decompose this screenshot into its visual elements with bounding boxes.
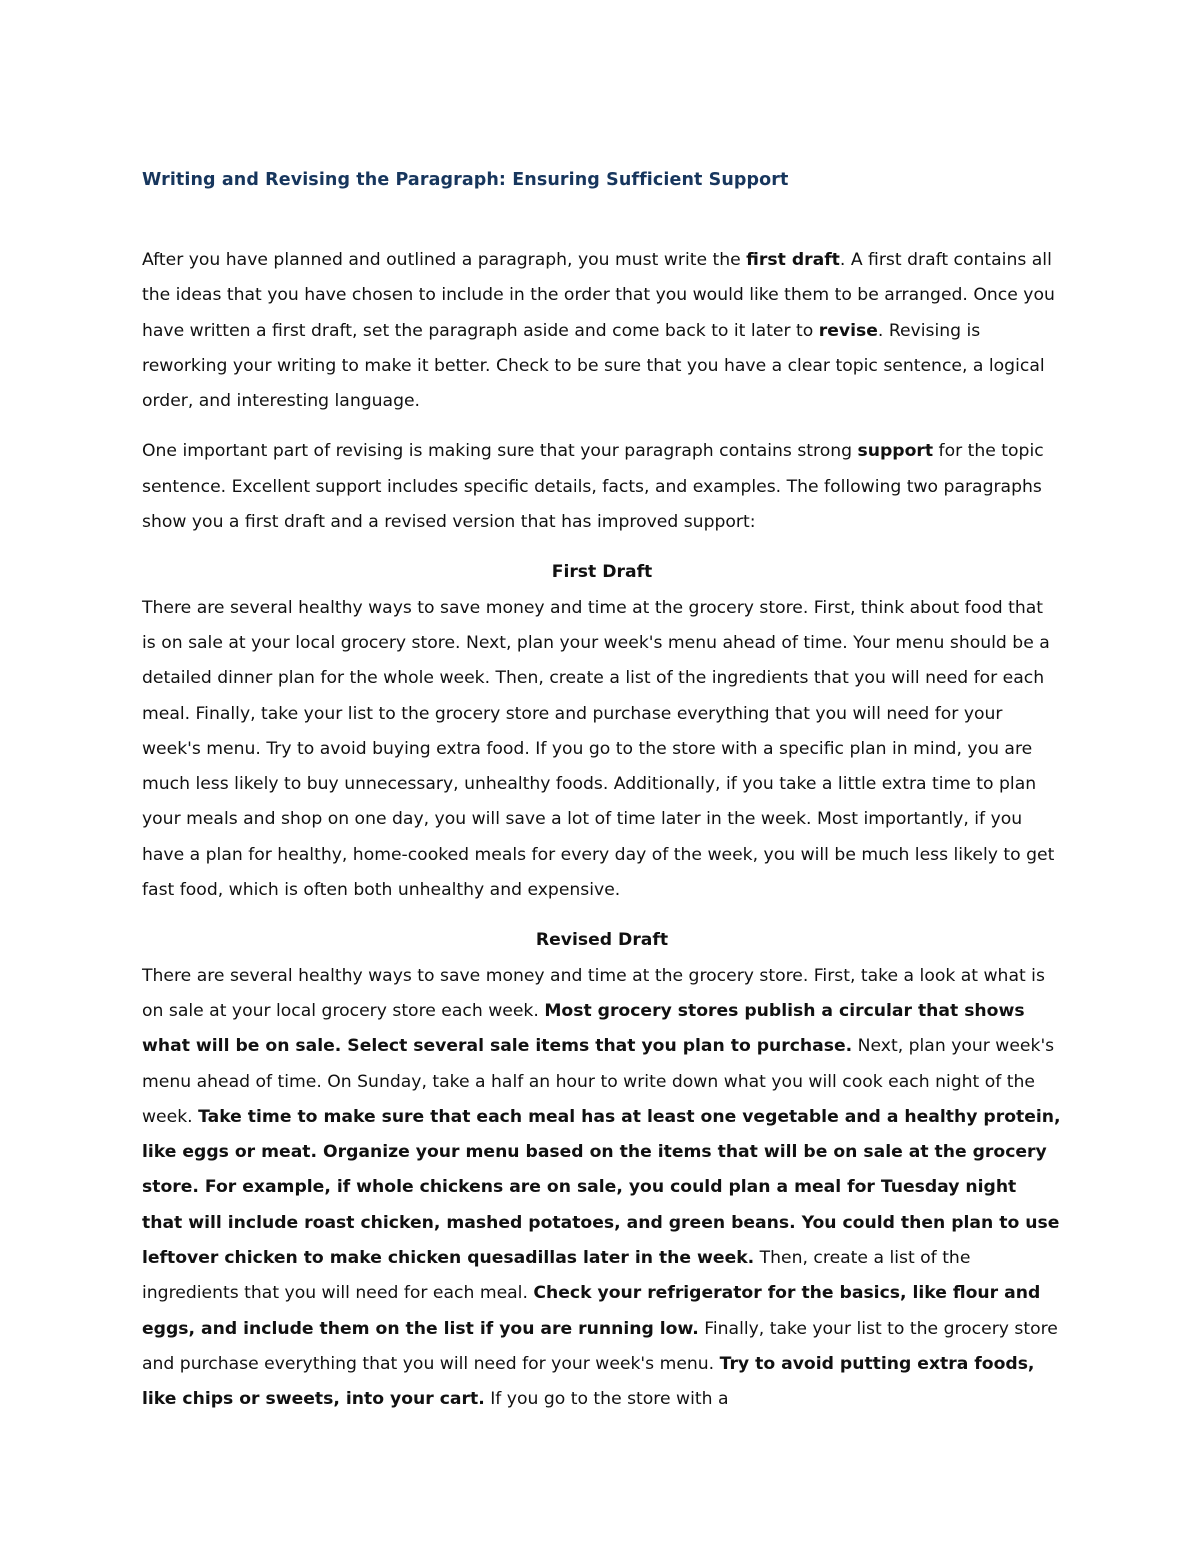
document-title: Writing and Revising the Paragraph: Ensuring Sufficient Support: [142, 170, 789, 190]
revised-added-support-2: Take time to make sure that each meal has at least one vegetable and a healthy protein, like eggs or meat. Organize your menu based on the items that will be on sale at the grocery store. For example, if whole chickens are on sale, you could plan a meal for Tuesday night that will include roast chicken, mashed potatoes, and green beans. You could then plan to use leftover chicken to make chicken quesadillas later in the week.: [142, 1106, 1061, 1269]
intro-2-text-b: for the topic sentence. Excellent support includes specific details, facts, and examples. The following two paragraphs show you a first draft and a revised version that has improved support:: [142, 441, 1044, 533]
intro-1-text-c: . Revising is reworking your writing to make it better. Check to be sure that you have a clear topic sentence, a logical order, and interesting language.: [142, 320, 1045, 412]
intro-2-text-a: One important part of revising is making sure that your paragraph contains strong: [142, 441, 858, 462]
intro-paragraph-2: [142, 434, 1062, 540]
revised-text-c: Then, create a list of the ingredients that you will need for each meal.: [142, 1248, 971, 1304]
revised-text-b: Next, plan your week's menu ahead of time. On Sunday, take a half an hour to write down what you will cook each night of the week.: [142, 1036, 1055, 1127]
revised-draft-heading: Revised Draft: [535, 930, 669, 951]
intro-1-text-b: . A first draft contains all the ideas that you have chosen to include in the order that you would like them to be arranged. Once you have written a first draft, set the paragraph aside and come back to it later to: [142, 250, 1055, 341]
revised-text-e: If you go to the store with a: [484, 1389, 729, 1410]
intro-1-text-a: After you have planned and outlined a paragraph, you must write the: [142, 250, 747, 270]
revised-added-support-3: Check your refrigerator for the basics, like flour and eggs, and include them on the list if you are running low.: [142, 1283, 1041, 1339]
term-support: support: [857, 441, 934, 462]
document-page: [142, 166, 1062, 1418]
revised-text-d: Finally, take your list to the grocery store and purchase everything that you will need for your week's menu.: [142, 1318, 1058, 1374]
term-first-draft: first draft: [746, 250, 840, 270]
intro-paragraph-1: [142, 243, 1062, 419]
term-revise: revise: [818, 320, 878, 341]
revised-text-a: There are several healthy ways to save money and time at the grocery store. First, take a look at what is on sale at your local grocery store each week.: [142, 965, 1045, 1021]
revised-added-support-1: Most grocery stores publish a circular that shows what will be on sale. Select several sale items that you plan to purchase.: [142, 1000, 1025, 1057]
first-draft-heading: First Draft: [551, 562, 653, 583]
first-draft-paragraph: There are several healthy ways to save money and time at the grocery store. First, think about food that is on sale at your local grocery store. Next, plan your week's menu ahead of time. Your menu should be a detailed dinner plan for the whole week. Then, create a list of the ingredients that you will need for each meal. Finally, take your list to the grocery store and purchase everything that you will need for your week's menu. Try to avoid buying extra food. If you go to the store with a specific plan in mind, you are much less likely to buy unnecessary, unhealthy foods. Additionally, if you take a little extra time to plan your meals and shop on one day, you will save a lot of time later in the week. Most importantly, if you have a plan for healthy, home-cooked meals for every day of the week, you will be much less likely to get fast food, which is often both unhealthy and expensive.: [142, 597, 1055, 901]
revised-draft-paragraph: [142, 959, 1062, 1418]
revised-added-support-4: Try to avoid putting extra foods, like chips or sweets, into your cart.: [142, 1353, 1035, 1410]
